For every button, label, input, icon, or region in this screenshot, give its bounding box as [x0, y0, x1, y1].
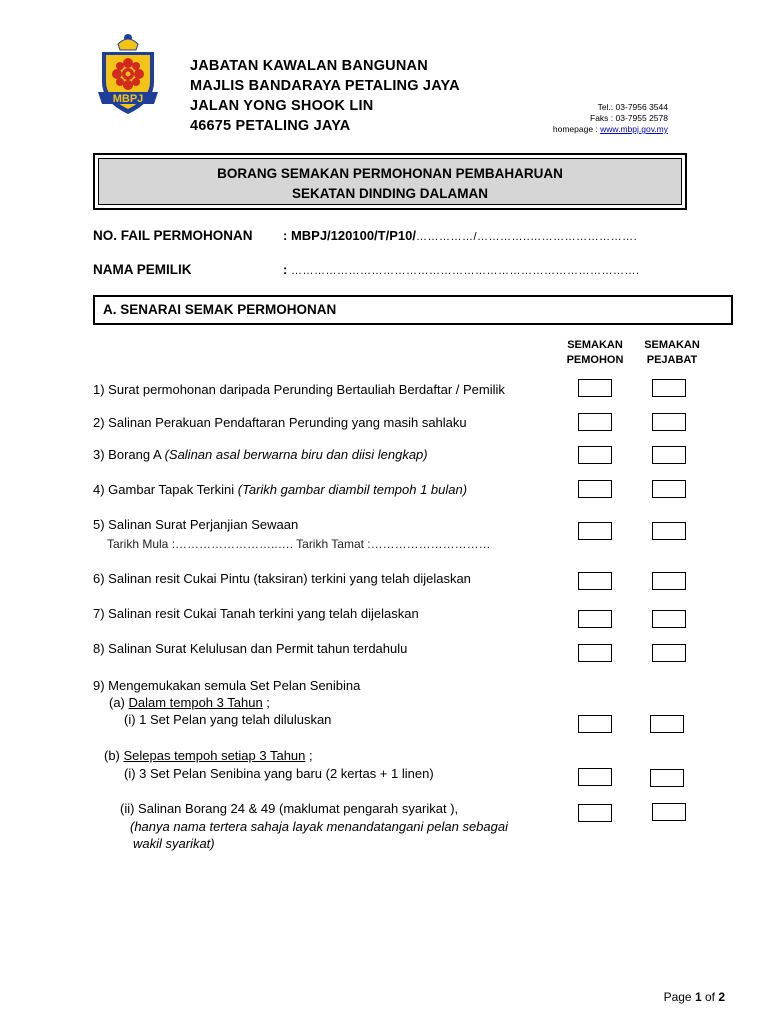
form-title-box: [93, 153, 687, 210]
item-9b-ii-note-line2: wakil syarikat): [133, 836, 215, 851]
checkbox-applicant-9a[interactable]: [578, 715, 612, 733]
checkbox-office-9a[interactable]: [650, 715, 684, 733]
checkbox-applicant-8[interactable]: [578, 644, 612, 662]
file-number-prefix: : MBPJ/120100/T/P10/: [283, 228, 416, 243]
homepage-label: homepage :: [552, 124, 601, 134]
address-postcode: 46675 PETALING JAYA: [190, 118, 351, 134]
item-8: 8) Salinan Surat Kelulusan dan Permit tahun terdahulu: [93, 641, 408, 656]
item-9b-ii-note-line1: (hanya nama tertera sahaja layak menandatangani pelan sebagai: [130, 819, 508, 834]
page-indicator: [664, 990, 725, 1004]
department-name: JABATAN KAWALAN BANGUNAN: [190, 58, 428, 74]
item-9a-prefix: (a): [109, 695, 129, 710]
item-4-text: 4) Gambar Tapak Terkini: [93, 482, 238, 497]
checkbox-applicant-9b-ii[interactable]: [578, 804, 612, 822]
page-total: 2: [718, 990, 725, 1004]
item-9a-suffix: ;: [262, 695, 270, 710]
item-4-note: (Tarikh gambar diambil tempoh 1 bulan): [237, 482, 468, 497]
checkbox-office-9b-i[interactable]: [650, 769, 684, 787]
form-title-line2: SEKATAN DINDING DALAMAN: [292, 186, 488, 201]
checkbox-office-2[interactable]: [652, 413, 686, 431]
checkbox-applicant-9b-i[interactable]: [578, 768, 612, 786]
checkbox-office-5[interactable]: [652, 522, 686, 540]
checkbox-applicant-2[interactable]: [578, 413, 612, 431]
council-name: MAJLIS BANDARAYA PETALING JAYA: [190, 78, 460, 94]
file-number-blank: ……………/…………..……………………….: [415, 231, 638, 243]
checkbox-applicant-1[interactable]: [578, 379, 612, 397]
owner-name-blank: ……………………………………………………………………………….: [290, 265, 640, 277]
address-street: JALAN YONG SHOOK LIN: [190, 98, 374, 114]
item-9: 9) Mengemukakan semula Set Pelan Senibina: [93, 678, 361, 693]
item-9b-period: Selepas tempoh setiap 3 Tahun: [123, 748, 306, 763]
item-9b-ii: (ii) Salinan Borang 24 & 49 (maklumat pengarah syarikat ),: [120, 801, 459, 816]
item-3-note: (Salinan asal berwarna biru dan diisi lengkap): [164, 447, 428, 462]
col-header-applicant: [555, 338, 635, 368]
telephone: Tel.: 03-7956 3544: [597, 102, 668, 112]
homepage-link[interactable]: www.mbpj.gov.my: [600, 124, 668, 134]
item-9b-suffix: ;: [305, 748, 313, 763]
item-9a-i: (i) 1 Set Pelan yang telah diluluskan: [124, 712, 332, 727]
lease-dates[interactable]: Tarikh Mula :……………………..…. Tarikh Tamat :…………………………: [107, 537, 491, 551]
item-5: 5) Salinan Surat Perjanjian Sewaan: [93, 517, 299, 532]
fax: Faks : 03-7955 2578: [590, 113, 668, 123]
item-4: [93, 482, 467, 497]
file-number-field[interactable]: [283, 228, 637, 243]
checkbox-office-6[interactable]: [652, 572, 686, 590]
page-of: of: [701, 990, 719, 1004]
section-a-title: A. SENARAI SEMAK PERMOHONAN: [103, 302, 337, 317]
checkbox-applicant-4[interactable]: [578, 480, 612, 498]
checkbox-applicant-5[interactable]: [578, 522, 612, 540]
item-2: 2) Salinan Perakuan Pendaftaran Perunding yang masih sahlaku: [93, 415, 467, 430]
checkbox-office-1[interactable]: [652, 379, 686, 397]
owner-name-field[interactable]: [283, 262, 640, 277]
owner-name-label: NAMA PEMILIK: [93, 262, 192, 277]
section-a-header: [93, 295, 733, 325]
item-3-text: 3) Borang A: [93, 447, 165, 462]
file-number-label: NO. FAIL PERMOHONAN: [93, 228, 253, 243]
checkbox-office-4[interactable]: [652, 480, 686, 498]
checkbox-office-8[interactable]: [652, 644, 686, 662]
col-header-office: [632, 338, 712, 368]
checkbox-applicant-6[interactable]: [578, 572, 612, 590]
form-title-line1: BORANG SEMAKAN PERMOHONAN PEMBAHARUAN: [217, 166, 563, 181]
col-header-applicant-line2: PEMOHON: [566, 354, 624, 366]
item-9b-prefix: (b): [104, 748, 124, 763]
col-header-office-line1: SEMAKAN: [644, 339, 700, 351]
checkbox-office-7[interactable]: [652, 610, 686, 628]
mbpj-logo: [96, 30, 160, 118]
svg-text:MBPJ: MBPJ: [112, 93, 144, 105]
item-6: 6) Salinan resit Cukai Pintu (taksiran) terkini yang telah dijelaskan: [93, 571, 471, 586]
page-prefix: Page: [663, 990, 695, 1004]
item-9a-period: Dalam tempoh 3 Tahun: [128, 695, 263, 710]
col-header-applicant-line1: SEMAKAN: [567, 339, 623, 351]
checkbox-office-3[interactable]: [652, 446, 686, 464]
item-1: 1) Surat permohonan daripada Perunding Bertauliah Berdaftar / Pemilik: [93, 382, 505, 397]
homepage: [553, 124, 668, 134]
checkbox-applicant-3[interactable]: [578, 446, 612, 464]
item-9a: [109, 695, 270, 710]
item-7: 7) Salinan resit Cukai Tanah terkini yang telah dijelaskan: [93, 606, 419, 621]
owner-name-prefix: :: [283, 262, 291, 277]
form-title-fill: [98, 158, 682, 205]
page-number: 1: [694, 990, 702, 1004]
item-9b-i: (i) 3 Set Pelan Senibina yang baru (2 kertas + 1 linen): [124, 766, 434, 781]
checkbox-office-9b-ii[interactable]: [652, 803, 686, 821]
checkbox-applicant-7[interactable]: [578, 610, 612, 628]
item-9b: [104, 748, 313, 763]
col-header-office-line2: PEJABAT: [646, 354, 698, 366]
item-3: [93, 447, 428, 462]
